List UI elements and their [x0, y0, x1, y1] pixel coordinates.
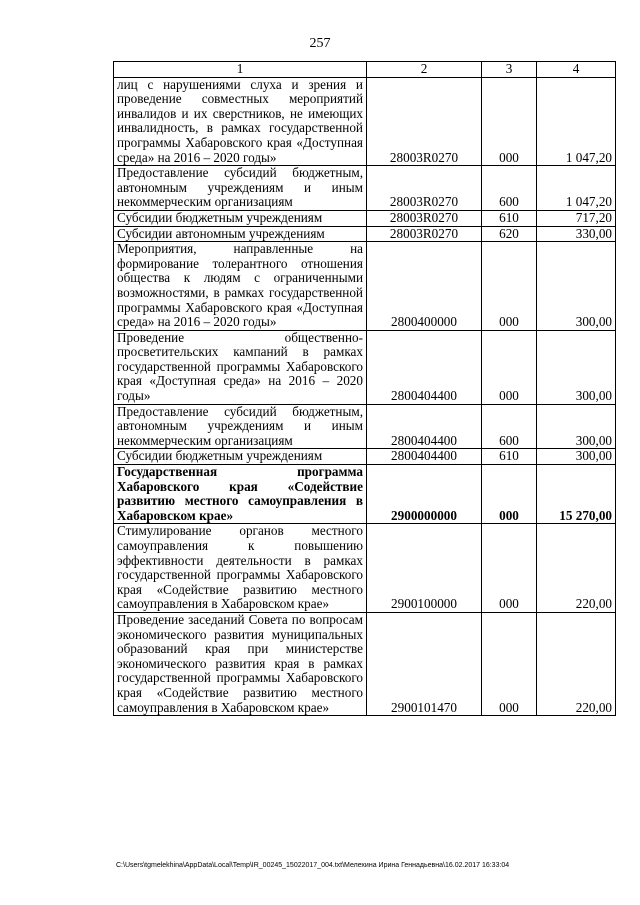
table-row — [114, 404, 616, 449]
table-row — [114, 242, 616, 331]
row-description: Проведение общественно-просветительских кампаний в рамках государственной программы Хабаровского края «Доступная среда» на 2016 – 2020 годы» — [114, 330, 367, 404]
row-code: 2800400000 — [367, 242, 482, 331]
file-path-footer: C:\Users\tgmelekhina\AppData\Local\Temp\IR_00245_15022017_004.txt\Мелехина Ирина Геннадьевна\16.02.2017 16:33:04 — [116, 862, 510, 869]
row-expense-type: 000 — [482, 524, 537, 613]
row-code: 2900101470 — [367, 612, 482, 715]
header-col-1: 1 — [114, 62, 367, 78]
row-description: Государственная программа Хабаровского края «Содействие развитию местного самоуправления в Хабаровском крае» — [114, 465, 367, 524]
row-amount: 300,00 — [537, 330, 616, 404]
row-code: 2800404400 — [367, 330, 482, 404]
row-description: Субсидии бюджетным учреждениям — [114, 210, 367, 226]
table-row — [114, 226, 616, 242]
row-description: Предоставление субсидий бюджетным, автономным учреждениям и иным некоммерческим организациям — [114, 404, 367, 449]
row-amount: 330,00 — [537, 226, 616, 242]
row-description: лиц с нарушениями слуха и зрения и проведение совместных мероприятий инвалидов и их сверстников, не имеющих инвалидность, в рамках государственной программы Хабаровского края «Доступная среда» на 2016 – 2020 годы» — [114, 77, 367, 166]
row-expense-type: 000 — [482, 242, 537, 331]
table-header-row — [114, 62, 616, 78]
row-amount: 300,00 — [537, 449, 616, 465]
row-expense-type: 620 — [482, 226, 537, 242]
row-description: Субсидии автономным учреждениям — [114, 226, 367, 242]
row-code: 28003R0270 — [367, 210, 482, 226]
row-code: 2900100000 — [367, 524, 482, 613]
row-expense-type: 000 — [482, 465, 537, 524]
table-row — [114, 210, 616, 226]
row-description: Предоставление субсидий бюджетным, автономным учреждениям и иным некоммерческим организациям — [114, 166, 367, 211]
row-expense-type: 000 — [482, 77, 537, 166]
row-code: 28003R0270 — [367, 166, 482, 211]
row-amount: 220,00 — [537, 524, 616, 613]
row-description: Субсидии бюджетным учреждениям — [114, 449, 367, 465]
header-col-2: 2 — [367, 62, 482, 78]
table-row — [114, 166, 616, 211]
row-code: 2800404400 — [367, 449, 482, 465]
row-amount: 1 047,20 — [537, 166, 616, 211]
row-expense-type: 000 — [482, 612, 537, 715]
row-amount: 300,00 — [537, 242, 616, 331]
row-expense-type: 610 — [482, 210, 537, 226]
row-description: Мероприятия, направленные на формирование толерантного отношения общества к людям с ограниченными возможностями, в рамках государственной программы Хабаровского края «Доступная среда» на 2016 – 2020 годы» — [114, 242, 367, 331]
row-code: 28003R0270 — [367, 77, 482, 166]
row-expense-type: 610 — [482, 449, 537, 465]
budget-table — [113, 61, 616, 716]
table-row — [114, 330, 616, 404]
table-row — [114, 465, 616, 524]
row-code: 2900000000 — [367, 465, 482, 524]
page-number: 257 — [309, 36, 331, 51]
row-expense-type: 600 — [482, 404, 537, 449]
row-code: 2800404400 — [367, 404, 482, 449]
table-row — [114, 77, 616, 166]
table-row — [114, 449, 616, 465]
table-row — [114, 524, 616, 613]
row-amount: 220,00 — [537, 612, 616, 715]
header-col-3: 3 — [482, 62, 537, 78]
header-col-4: 4 — [537, 62, 616, 78]
row-description: Проведение заседаний Совета по вопросам экономического развития муниципальных образований края при министерстве экономического развития края в рамках государственной программы Хабаровского края «Содействие развитию местного самоуправления в Хабаровском крае» — [114, 612, 367, 715]
row-code: 28003R0270 — [367, 226, 482, 242]
row-amount: 717,20 — [537, 210, 616, 226]
row-amount: 15 270,00 — [537, 465, 616, 524]
table-row — [114, 612, 616, 715]
row-expense-type: 000 — [482, 330, 537, 404]
row-expense-type: 600 — [482, 166, 537, 211]
row-amount: 1 047,20 — [537, 77, 616, 166]
row-description: Стимулирование органов местного самоуправления к повышению эффективности деятельности в рамках государственной программы Хабаровского края «Содействие развитию местного самоуправления в Хабаровском крае» — [114, 524, 367, 613]
row-amount: 300,00 — [537, 404, 616, 449]
